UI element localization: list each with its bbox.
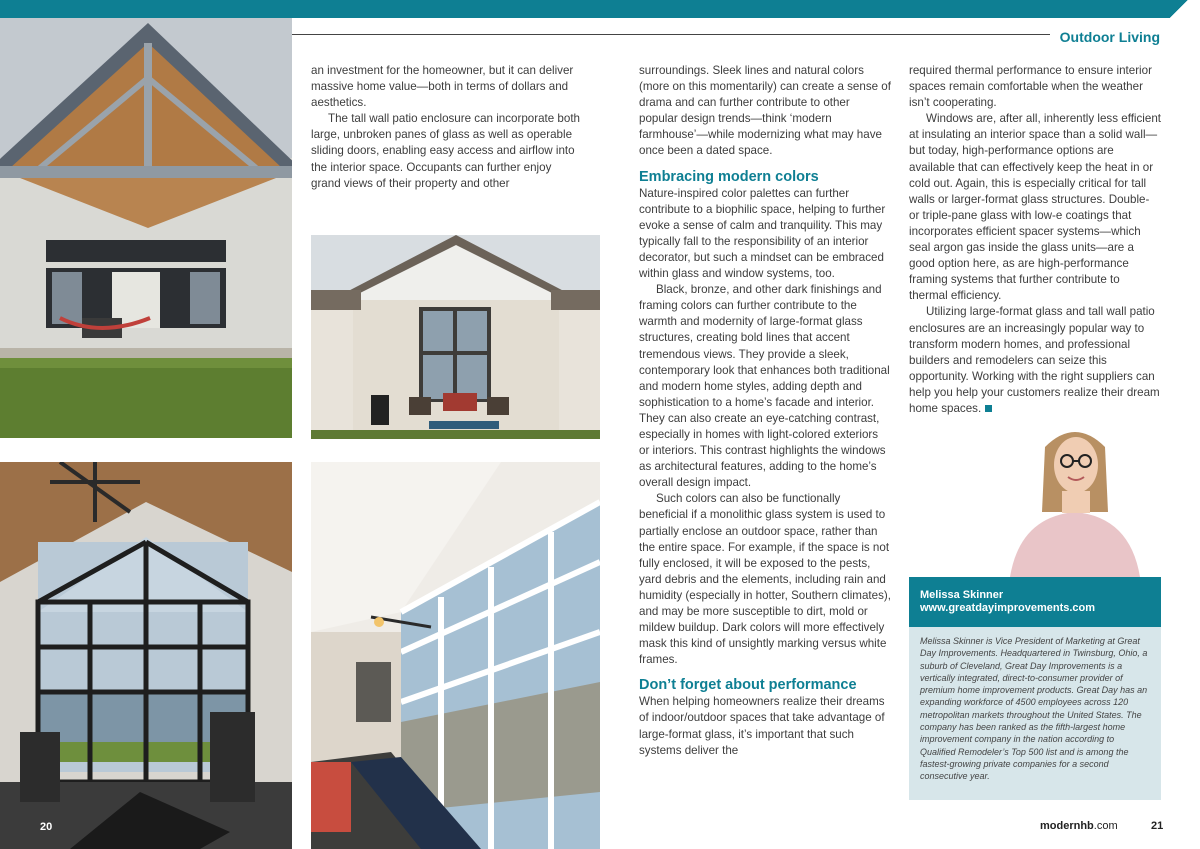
site-domain: .com [1093, 820, 1118, 832]
paragraph: surroundings. Sleek lines and natural colors (more on this momentarily) can create a sense of drama and can further contribute to other popular design trends—think ‘modern farmhouse’—while modernizing what may have once been a dated space. [639, 64, 891, 158]
top-bar-notch [1158, 0, 1200, 18]
photo-lake-enclosure [0, 462, 292, 849]
paragraph: required thermal performance to ensure interior spaces remain comfortable when the weather isn’t cooperating. [909, 64, 1152, 110]
page-number-right: 21 [1151, 820, 1164, 832]
end-mark [985, 405, 992, 412]
author-bio-box [909, 627, 1161, 800]
section-label: Outdoor Living [1059, 29, 1160, 45]
paragraph: Windows are, after all, inherently less efficient at insulating an interior space than a solid wall—but today, high-performance options are available that can effectively keep the heat in or cold out. Again, this is especially critical for tall walls or larger-format glass structures. Double- or triple-pane glass with low-e coatings that incorporates efficient spacer systems—which seal argon gas inside the glass units—are a good option here, as are high-performance framing systems that further contribute to thermal efficiency. [909, 112, 1161, 303]
paragraph: The tall wall patio enclosure can incorporate both large, unbroken panes of glass as well as operable sliding doors, enabling easy access and airflow into the interior space. Occupants can further enjoy grand views of their property and other [311, 112, 580, 190]
author-headshot [990, 417, 1160, 577]
author-bio-header [909, 577, 1161, 627]
author-name: Melissa Skinner [920, 589, 1004, 601]
photo-interior-glass-wall [311, 462, 600, 849]
paragraph: Black, bronze, and other dark finishings and framing colors can further contribute to the warmth and modernity of large-format glass structures, creating bold lines that accent tremendous views. They provide a sleek, contemporary look that enhances both traditional and modern home styles, adding depth and sophistication to a home’s facade and interior. They can also create an eye-catching contrast, especially in homes with light-colored exteriors or interiors. This contrast highlights the windows as architectural features, adding to the home’s overall design impact. [639, 283, 890, 490]
section-heading: Don’t forget about performance [639, 677, 857, 694]
paragraph: When helping homeowners realize their dreams of indoor/outdoor spaces that take advantage of large-format glass, it’s important that such systems deliver the [639, 695, 885, 757]
author-bio-text: Melissa Skinner is Vice President of Marketing at Great Day Improvements. Headquartered in Twinsburg, Ohio, a suburb of Cleveland, Great Day Improvements is a vertically integrated, direct-to-consumer provider of premium home improvement products. Great Day has an expanding workforce of 4500 employees across 120 metropolitan markets throughout the United States. The company has been ranked as the fifth-largest home improvement company in the nation according to Qualified Remodeler’s Top 500 list and is among the fastest-growing private companies for a second consecutive year. [920, 636, 1148, 782]
photo-patio-exterior [0, 18, 292, 438]
site-name: modernhb [1040, 820, 1094, 832]
section-heading: Embracing modern colors [639, 168, 819, 185]
header-rule [292, 34, 1050, 35]
text-column-1 [311, 63, 583, 192]
text-column-2 [639, 63, 891, 759]
top-accent-bar [0, 0, 1200, 18]
paragraph: an investment for the homeowner, but it can deliver massive home value—both in terms of dollars and aesthetics. [311, 64, 574, 110]
paragraph: Such colors can also be functionally beneficial if a monolithic glass system is used to partially enclose an outdoor space, rather than the entire space. For example, if the space is not fully enclosed, it will be exposed to the pests, yard debris and the elements, including rain and humidity (especially in hotter, Southern climates), and may be more susceptible to dirt, mold or mildew buildup. Dark colors will more effectively mask this kind of unsightly marking versus white frames. [639, 492, 891, 667]
author-url[interactable]: www.greatdayimprovements.com [920, 602, 1096, 614]
paragraph: Utilizing large-format glass and tall wall patio enclosures are an increasingly popular way to transform modern homes, and professional builders and remodelers can seize this opportunity. Working with the right suppliers can help you help your customers realize their dream home spaces. [909, 305, 1160, 415]
text-column-3 [909, 63, 1161, 417]
paragraph: Nature-inspired color palettes can further contribute to a biophilic space, helping to further evoke a sense of calm and tranquility. This may typically fall to the responsibility of an interior decorator, but such a mindset can be embraced within glass and window systems, too. [639, 186, 886, 281]
site-url [1040, 820, 1118, 832]
photo-stone-patio [311, 235, 600, 439]
page-number-left: 20 [40, 821, 53, 833]
